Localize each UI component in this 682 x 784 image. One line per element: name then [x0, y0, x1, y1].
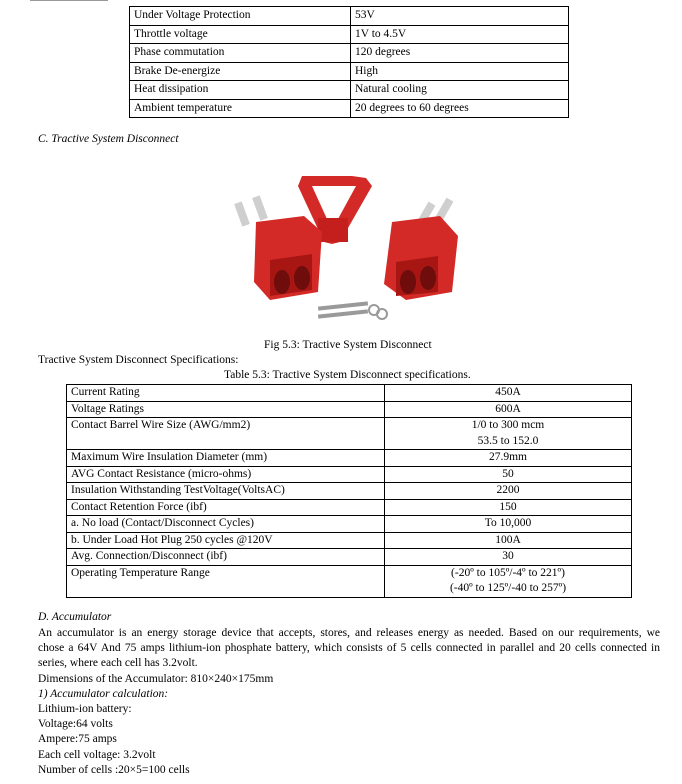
spec-value-cell	[385, 516, 632, 533]
spec-label-cell: Contact Barrel Wire Size (AWG/mm2)	[67, 418, 385, 450]
table-row	[130, 62, 569, 81]
spec-label-cell: Insulation Withstanding TestVoltage(VoltsAC)	[67, 483, 385, 500]
controller-spec-table	[129, 6, 569, 118]
spec-label-cell: AVG Contact Resistance (micro-ohms)	[67, 466, 385, 483]
spec-label-cell: Brake De-energize	[130, 62, 351, 81]
spec-label-cell: Throttle voltage	[130, 25, 351, 44]
spec-value-line: (-20º to 105º/-4º to 221º)	[451, 566, 565, 579]
spec-label-cell: Voltage Ratings	[67, 401, 385, 418]
calc-subheading: 1) Accumulator calculation:	[38, 687, 169, 700]
spec-label-cell: Contact Retention Force (ibf)	[67, 499, 385, 516]
table-row	[67, 499, 632, 516]
spec-label-cell: a. No load (Contact/Disconnect Cycles)	[67, 516, 385, 533]
dimensions-line: Dimensions of the Accumulator: 810×240×175mm	[38, 672, 274, 685]
table-row	[67, 466, 632, 483]
table-row	[130, 7, 569, 26]
spec-value-line: 450A	[495, 386, 521, 398]
spec-label-cell: b. Under Load Hot Plug 250 cycles @120V	[67, 532, 385, 549]
specs-label: Tractive System Disconnect Specifications:	[38, 354, 239, 366]
paragraph-line: series, where each cell has 3.2volt.	[38, 657, 198, 670]
spec-label-cell: Heat dissipation	[130, 81, 351, 100]
spec-value-cell	[385, 418, 632, 450]
spec-value-cell	[385, 565, 632, 597]
spec-value-cell	[385, 466, 632, 483]
spec-value-cell	[385, 532, 632, 549]
table-row	[67, 418, 632, 450]
table-row	[130, 81, 569, 100]
calc-line: Lithium-ion battery:	[38, 703, 132, 716]
table-row	[130, 44, 569, 63]
spec-value-line: (-40º to 125º/-40 to 257º)	[449, 582, 567, 594]
table-row	[67, 483, 632, 500]
disconnect-spec-table	[66, 384, 632, 598]
spec-value-line: 30	[502, 550, 514, 562]
calc-line: Ampere:75 amps	[38, 733, 117, 746]
spec-label-cell: Maximum Wire Insulation Diameter (mm)	[67, 450, 385, 467]
spec-value-line: 100A	[495, 533, 521, 546]
calc-line: Voltage:64 volts	[38, 718, 113, 731]
spec-label-cell: Current Rating	[67, 385, 385, 402]
spec-label-cell: Avg. Connection/Disconnect (ibf)	[67, 549, 385, 566]
spec-value-cell	[385, 401, 632, 418]
tractive-system-disconnect-photo	[226, 164, 476, 332]
section-c-heading: C. Tractive System Disconnect	[38, 133, 179, 145]
spec-value-line: 1/0 to 300 mcm	[471, 419, 545, 431]
spec-value-cell: High	[351, 62, 569, 81]
calc-line: Each cell voltage: 3.2volt	[38, 748, 156, 761]
spec-label-cell: Phase commutation	[130, 44, 351, 63]
spec-value-cell: Natural cooling	[351, 81, 569, 100]
calc-line: Number of cells :20×5=100 cells	[38, 763, 190, 776]
paragraph-line: An accumulator is an energy storage device that accepts, stores, and releases energy as needed. Based on our requirements, we	[38, 627, 660, 639]
table-row	[67, 385, 632, 402]
spec-value-line: 150	[499, 500, 517, 513]
table-row	[67, 565, 632, 597]
paragraph-line: chose a 64V And 75 amps lithium-ion phosphate battery, which consists of 5 cells connected in parallel and 20 cells connected in	[38, 642, 660, 655]
spec-value-line: 53.5 to 152.0	[477, 434, 539, 447]
spec-value-cell	[385, 549, 632, 566]
spec-value-line: 2200	[496, 484, 520, 496]
spec-value-cell: 53V	[351, 7, 569, 26]
spec-value-line: 50	[502, 467, 514, 480]
spec-value-line: To 10,000	[484, 517, 532, 529]
table-row	[130, 25, 569, 44]
spec-value-cell: 120 degrees	[351, 44, 569, 63]
figure-caption: Fig 5.3: Tractive System Disconnect	[264, 339, 432, 351]
spec-value-line: 27.9mm	[488, 451, 527, 463]
table-row	[67, 401, 632, 418]
spec-label-cell: Under Voltage Protection	[130, 7, 351, 26]
spec-label-cell: Ambient temperature	[130, 99, 351, 118]
page-top-rule	[30, 0, 108, 1]
spec-value-cell: 20 degrees to 60 degrees	[351, 99, 569, 118]
spec-value-cell: 1V to 4.5V	[351, 25, 569, 44]
section-d-heading: D. Accumulator	[38, 611, 112, 623]
spec-value-line: 600A	[495, 402, 521, 415]
table-row	[67, 532, 632, 549]
spec-value-cell	[385, 499, 632, 516]
spec-label-cell: Operating Temperature Range	[67, 565, 385, 597]
table-row	[67, 450, 632, 467]
spec-value-cell	[385, 385, 632, 402]
table-caption: Table 5.3: Tractive System Disconnect specifications.	[224, 369, 471, 381]
table-row	[130, 99, 569, 118]
spec-value-cell	[385, 450, 632, 467]
table-row	[67, 516, 632, 533]
accumulator-section	[38, 626, 660, 778]
spec-value-cell	[385, 483, 632, 500]
table-row	[67, 549, 632, 566]
